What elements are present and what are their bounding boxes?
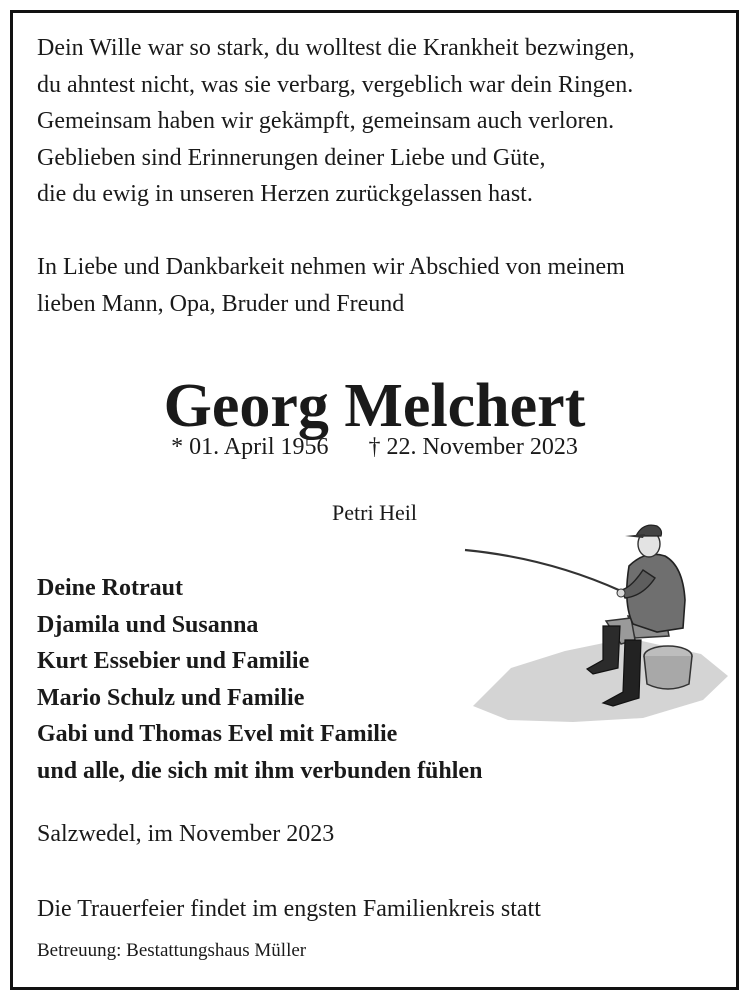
poem [37, 30, 635, 213]
poem-line: Dein Wille war so stark, du wolltest die Krankheit bezwingen, [37, 35, 635, 61]
poem-line: du ahntest nicht, was sie verbarg, vergeblich war dein Ringen. [37, 71, 634, 98]
mourner-line: Kurt Essebier und Familie [37, 648, 310, 674]
life-dates [13, 431, 736, 463]
obituary-frame [10, 10, 739, 990]
mourner-line: Mario Schulz und Familie [37, 684, 305, 711]
intro-line: lieben Mann, Opa, Bruder und Freund [37, 290, 405, 317]
death-date: † 22. November 2023 [368, 434, 578, 460]
fisherman-cap [636, 525, 662, 536]
seat-body [644, 656, 692, 689]
mourner-line: Gabi und Thomas Evel mit Familie [37, 721, 398, 747]
mourner-line: Djamila und Susanna [37, 611, 259, 638]
place-date: Salzwedel, im November 2023 [37, 821, 335, 847]
mourner-line: und alle, die sich mit ihm verbunden fühlen [37, 757, 483, 784]
mourners-list [37, 570, 482, 789]
fishing-rod [465, 550, 621, 591]
cap-brim [625, 534, 645, 538]
poem-line: Geblieben sind Erinnerungen deiner Liebe und Güte, [37, 144, 546, 171]
mourner-line: Deine Rotraut [37, 575, 183, 601]
birth-date: * 01. April 1956 [171, 434, 329, 460]
fisherman-illustration [453, 508, 733, 723]
poem-line: Gemeinsam haben wir gekämpft, gemeinsam auch verloren. [37, 108, 615, 134]
ceremony-note: Die Trauerfeier findet im engsten Familienkreis statt [37, 896, 541, 922]
farewell-intro [37, 249, 625, 322]
deceased-name: Georg Melchert [163, 372, 586, 440]
fisherman-hand [617, 589, 625, 597]
motto: Petri Heil [332, 500, 417, 525]
poem-line: die du ewig in unseren Herzen zurückgelassen hast. [37, 181, 533, 207]
intro-line: In Liebe und Dankbarkeit nehmen wir Abschied von meinem [37, 254, 625, 280]
funeral-home-note: Betreuung: Bestattungshaus Müller [37, 940, 307, 961]
